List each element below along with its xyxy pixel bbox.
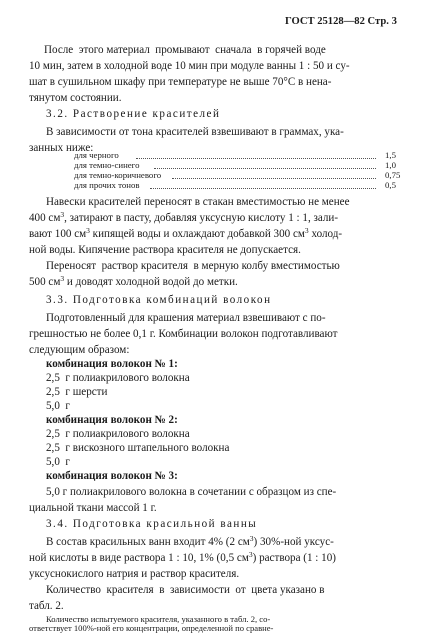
dye-value: 0,75: [385, 170, 401, 180]
leader-dots: [136, 158, 376, 159]
text-line: ной кислоты в виде раствора 1 : 10, 1% (0,5 $см^3$) раствора (1 : 10): [29, 550, 336, 564]
dye-name: для темно-коричневого: [74, 170, 162, 180]
text-line: После этого материал промывают сначала в горячей воде: [44, 44, 326, 56]
combo-title: комбинация волокон № 1:: [46, 358, 178, 370]
text-line: грешностью не более 0,1 г. Комбинации волокон подготавливают: [29, 328, 338, 340]
list-item: 2,5 г полиакрилового волокна: [46, 428, 190, 440]
leader-dots: [154, 168, 376, 169]
list-item: 2,5 г шерсти: [46, 386, 108, 398]
text-line: ответствует 100%-ной его концентрации, определенной по сравне-: [29, 623, 274, 633]
text-line: Количество испытуемого красителя, указанного в табл. 2, со-: [46, 614, 271, 624]
dye-value: 1,0: [385, 160, 396, 170]
text-line: 10 мин, затем в холодной воде 10 мин при модуле ванны 1 : 50 и су-: [29, 60, 350, 72]
list-item: 5,0 г: [46, 400, 70, 412]
text-line: следующим образом:: [29, 344, 130, 356]
list-item: 2,5 г вискозного штапельного волокна: [46, 442, 230, 454]
combo-title: комбинация волокон № 3:: [46, 470, 178, 482]
dye-name: для черного: [74, 150, 119, 160]
text-line: циальной ткани массой 1 г.: [29, 502, 157, 514]
combo-title: комбинация волокон № 2:: [46, 414, 178, 426]
text-line: шат в сушильном шкафу при температуре не выше 70°С в нена-: [29, 76, 332, 88]
text-line: 5,0 г полиакрилового волокна в сочетании с образцом из спе-: [46, 486, 337, 498]
dye-value: 0,5: [385, 180, 396, 190]
text-line: табл. 2.: [29, 600, 64, 612]
text-line: 400 $см^3$, затирают в пасту, добавляя уксусную кислоту 1 : 1, зали-: [29, 210, 339, 224]
dye-name: для темно-синего: [74, 160, 140, 170]
section-heading-3-2: 3.2. Растворение красителей: [46, 108, 221, 120]
text-line: В зависимости от тона красителей взвешивают в граммах, ука-: [46, 126, 344, 138]
section-heading-3-3: 3.3. Подготовка комбинаций волокон: [46, 294, 272, 306]
text-line: уксуснокислого натрия и раствор красителя.: [29, 568, 240, 580]
text-line: Навески красителей переносят в стакан вместимостью не менее: [46, 196, 350, 208]
text-line: вают 100 $см^3$ кипящей воды и охлаждают добавкой 300 $см^3$ холод-: [29, 226, 343, 240]
dye-name: для прочих тонов: [74, 180, 140, 190]
text-line: Количество красителя в зависимости от цвета указано в: [46, 584, 325, 596]
text-line: тянутом состоянии.: [29, 92, 122, 104]
section-heading-3-4: 3.4. Подготовка красильной ванны: [46, 518, 258, 530]
leader-dots: [150, 188, 376, 189]
leader-dots: [172, 178, 376, 179]
text-line: 500 $см^3$ и доводят холодной водой до метки.: [29, 274, 238, 288]
list-item: 5,0 г: [46, 456, 70, 468]
text-line: Переносят раствор красителя в мерную колбу вместимостью: [46, 260, 340, 272]
text-line: занных ниже:: [29, 142, 94, 154]
list-item: 2,5 г полиакрилового волокна: [46, 372, 190, 384]
dye-value: 1,5: [385, 150, 396, 160]
text-line: Подготовленный для крашения материал взвешивают с по-: [46, 312, 326, 324]
text-line: В состав красильных ванн входит 4% (2 $см^3$) 30%-ной уксус-: [46, 534, 334, 548]
page-header: ГОСТ 25128—82 Стр. 3: [285, 16, 397, 27]
text-line: ной воды. Кипячение раствора красителя не допускается.: [29, 244, 301, 256]
